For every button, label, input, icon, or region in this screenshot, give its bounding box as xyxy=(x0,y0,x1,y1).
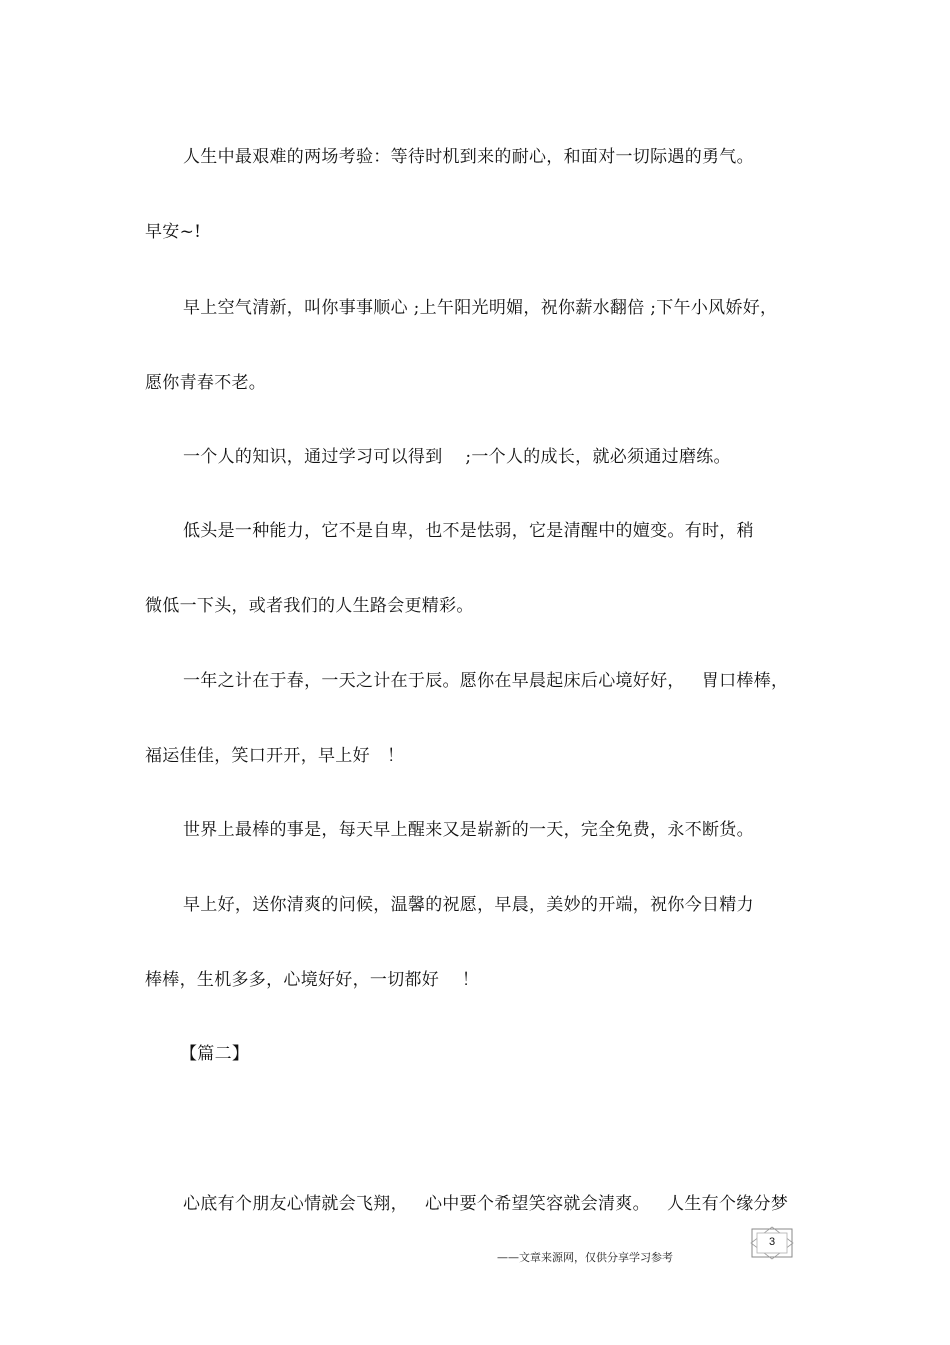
paragraph-7-line-1: 早上好，送你清爽的问候，温馨的祝愿，早晨，美妙的开端，祝你今日精力 xyxy=(183,895,754,915)
paragraph-7-line-2: 棒棒，生机多多，心境好好，一切都好 ！ xyxy=(145,970,480,990)
paragraph-5-line-1: 一年之计在于春，一天之计在于辰。愿你在早晨起床后心境好好， 胃口棒棒， xyxy=(183,671,789,691)
section-heading: 【篇二】 xyxy=(180,1044,250,1064)
paragraph-1-line-2: 早安~! xyxy=(145,222,202,242)
paragraph-6-line-1: 世界上最棒的事是，每天早上醒来又是崭新的一天，完全免费，永不断货。 xyxy=(183,820,754,840)
paragraph-4-line-2: 微低一下头，或者我们的人生路会更精彩。 xyxy=(145,596,474,616)
paragraph-3-line-1: 一个人的知识，通过学习可以得到 ;一个人的成长，就必须通过磨练。 xyxy=(183,447,731,467)
paragraph-4-line-1: 低头是一种能力，它不是自卑，也不是怯弱，它是清醒中的嬗变。有时，稍 xyxy=(183,521,754,541)
paragraph-2-line-2: 愿你青春不老。 xyxy=(145,373,267,393)
footer-source-note: ——文章来源网，仅供分享学习参考 xyxy=(497,1251,673,1264)
paragraph-5-line-2: 福运佳佳，笑口开开，早上好 ！ xyxy=(145,746,405,766)
paragraph-1-line-1: 人生中最艰难的两场考验：等待时机到来的耐心，和面对一切际遇的勇气。 xyxy=(183,147,754,167)
paragraph-2-line-1: 早上空气清新，叫你事事顺心 ;上午阳光明媚，祝你薪水翻倍 ;下午小风娇好， xyxy=(183,298,778,318)
page-number: 3 xyxy=(768,1236,776,1248)
paragraph-9-line-1: 心底有个朋友心情就会飞翔， 心中要个希望笑容就会清爽。 人生有个缘分梦 xyxy=(183,1194,789,1214)
page-number-badge xyxy=(749,1226,795,1260)
